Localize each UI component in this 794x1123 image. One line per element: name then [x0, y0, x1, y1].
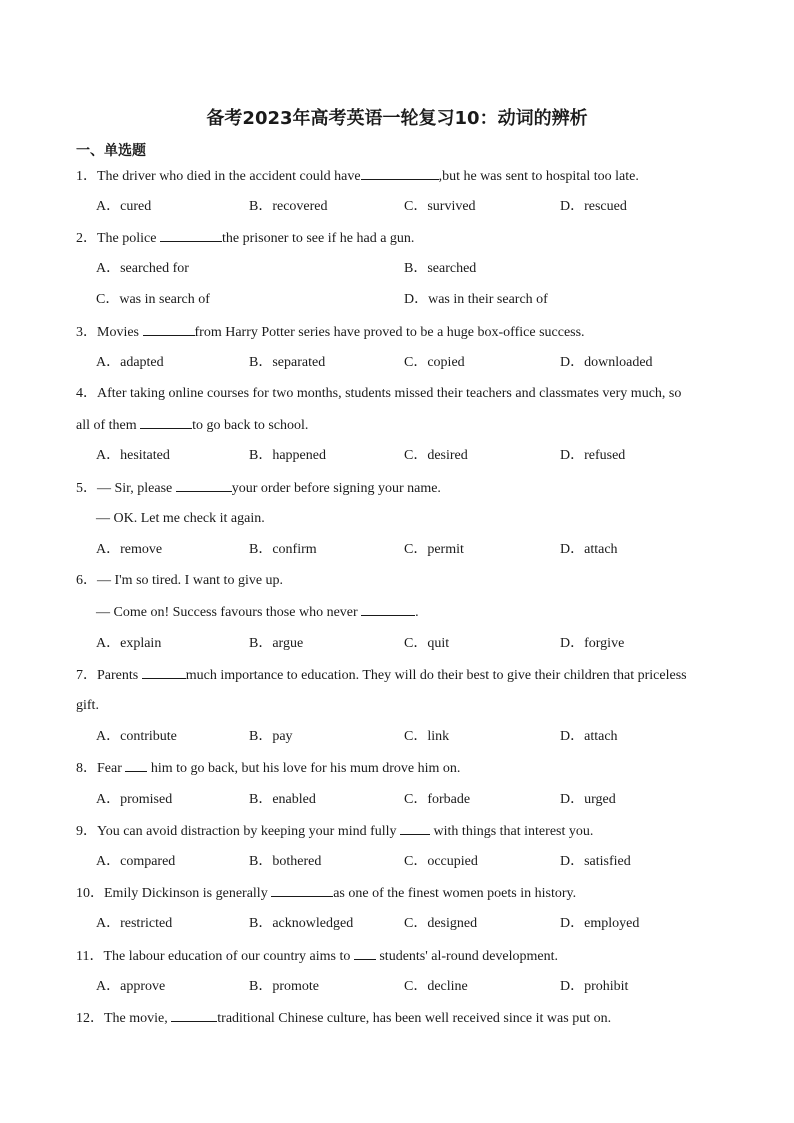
question-7	[76, 665, 718, 686]
question-text: — I'm so tired. I want to give up.	[97, 573, 284, 588]
question-number: 2．	[76, 231, 97, 246]
question-5-reply	[96, 509, 718, 529]
question-text: The police	[97, 231, 157, 246]
question-number: 5．	[76, 481, 97, 496]
question-text: much importance to education. They will do their best to give their children that priceless	[185, 668, 687, 683]
question-text: Parents	[97, 668, 139, 683]
question-11	[76, 946, 718, 967]
question-6	[76, 571, 718, 591]
answer-blank	[271, 883, 333, 897]
option-b: B．promote	[249, 979, 319, 994]
option-c: C．occupied	[404, 854, 478, 869]
option-d: D．was in their search of	[404, 292, 548, 307]
question-text: The labour education of our country aims to	[103, 949, 351, 964]
question-text: as one of the finest women poets in history.	[333, 886, 577, 901]
option-b: B．acknowledged	[249, 916, 354, 931]
question-1	[76, 166, 718, 187]
option-a: A．approve	[96, 979, 166, 994]
option-b: B．bothered	[249, 854, 322, 869]
question-text: Fear	[97, 761, 122, 776]
answer-blank	[400, 821, 430, 835]
question-12	[76, 1008, 718, 1029]
option-d: D．refused	[560, 448, 626, 463]
option-c: C．desired	[404, 448, 468, 463]
question-text: with things that interest you.	[433, 824, 594, 839]
question-text: the prisoner to see if he had a gun.	[221, 231, 415, 246]
option-b: B．argue	[249, 636, 304, 651]
question-number: 9．	[76, 824, 97, 839]
question-number: 6．	[76, 573, 97, 588]
option-d: D．satisfied	[560, 854, 631, 869]
option-a: A．explain	[96, 636, 162, 651]
answer-blank	[140, 415, 192, 429]
question-text: him to go back, but his love for his mum drove him on.	[150, 761, 461, 776]
question-text: — Sir, please	[97, 481, 173, 496]
question-text: You can avoid distraction by keeping your mind fully	[97, 824, 397, 839]
document-title: 备考2023年高考英语一轮复习10：动词的辨析	[206, 108, 588, 129]
option-a: A．remove	[96, 542, 163, 557]
question-10	[76, 883, 718, 904]
question-text: to go back to school.	[192, 418, 309, 433]
question-text: your order before signing your name.	[231, 481, 441, 496]
question-text: traditional Chinese culture, has been well received since it was put on.	[217, 1011, 612, 1026]
question-text: gift.	[76, 698, 99, 713]
option-b: B．confirm	[249, 542, 317, 557]
option-c: C．was in search of	[96, 292, 210, 307]
option-a: A．hesitated	[96, 448, 170, 463]
option-c: C．quit	[404, 636, 450, 651]
answer-blank	[160, 228, 222, 242]
answer-blank	[171, 1008, 217, 1022]
question-4	[76, 384, 718, 404]
answer-blank	[176, 478, 232, 492]
question-9	[76, 821, 718, 842]
answer-blank	[143, 322, 195, 336]
question-number: 3．	[76, 325, 97, 340]
question-text: The driver who died in the accident could have	[97, 169, 361, 184]
option-c: C．survived	[404, 199, 476, 214]
question-8	[76, 758, 718, 779]
option-b: B．happened	[249, 448, 326, 463]
option-b: B．searched	[404, 261, 477, 276]
option-d: D．attach	[560, 729, 618, 744]
answer-blank	[125, 758, 147, 772]
option-c: C．designed	[404, 916, 478, 931]
option-b: B．separated	[249, 355, 326, 370]
option-d: D．rescued	[560, 199, 627, 214]
option-c: C．forbade	[404, 792, 471, 807]
question-6-reply	[96, 602, 718, 623]
option-b: B．enabled	[249, 792, 316, 807]
option-d: D．attach	[560, 542, 618, 557]
question-number: 1．	[76, 169, 97, 184]
option-a: A．restricted	[96, 916, 173, 931]
question-text: Emily Dickinson is generally	[104, 886, 268, 901]
option-b: B．recovered	[249, 199, 328, 214]
question-number: 10．	[76, 886, 104, 901]
question-7-continued	[76, 696, 718, 716]
option-a: A．promised	[96, 792, 173, 807]
answer-blank	[361, 602, 415, 616]
answer-blank	[361, 166, 439, 180]
question-text: .	[415, 605, 419, 620]
question-3	[76, 322, 718, 343]
question-text: ,but he was sent to hospital too late.	[438, 169, 639, 184]
section-heading: 一、单选题	[76, 143, 146, 159]
question-text: Movies	[97, 325, 139, 340]
option-c: C．copied	[404, 355, 465, 370]
option-d: D．downloaded	[560, 355, 653, 370]
question-4-continued	[76, 415, 718, 436]
option-d: D．forgive	[560, 636, 625, 651]
option-a: A．searched for	[96, 261, 189, 276]
question-text: — OK. Let me check it again.	[96, 511, 265, 526]
question-text: The movie,	[104, 1011, 168, 1026]
option-d: D．prohibit	[560, 979, 629, 994]
question-2	[76, 228, 718, 249]
option-c: C．link	[404, 729, 450, 744]
answer-blank	[354, 946, 376, 960]
question-text: from Harry Potter series have proved to be a huge box-office success.	[194, 325, 585, 340]
option-d: D．urged	[560, 792, 616, 807]
option-a: A．contribute	[96, 729, 177, 744]
question-number: 8．	[76, 761, 97, 776]
question-number: 12．	[76, 1011, 104, 1026]
option-c: C．permit	[404, 542, 464, 557]
question-number: 7．	[76, 668, 97, 683]
option-b: B．pay	[249, 729, 293, 744]
option-a: A．cured	[96, 199, 152, 214]
question-5	[76, 478, 718, 499]
answer-blank	[142, 665, 186, 679]
option-a: A．adapted	[96, 355, 164, 370]
option-a: A．compared	[96, 854, 176, 869]
question-text: After taking online courses for two months, students missed their teachers and classmates very much, so	[97, 386, 682, 401]
question-text: students' al-round development.	[379, 949, 559, 964]
question-number: 4．	[76, 386, 97, 401]
question-number: 11．	[76, 949, 104, 964]
question-text: all of them	[76, 418, 137, 433]
option-c: C．decline	[404, 979, 468, 994]
option-d: D．employed	[560, 916, 640, 931]
question-text: — Come on! Success favours those who never	[96, 605, 358, 620]
